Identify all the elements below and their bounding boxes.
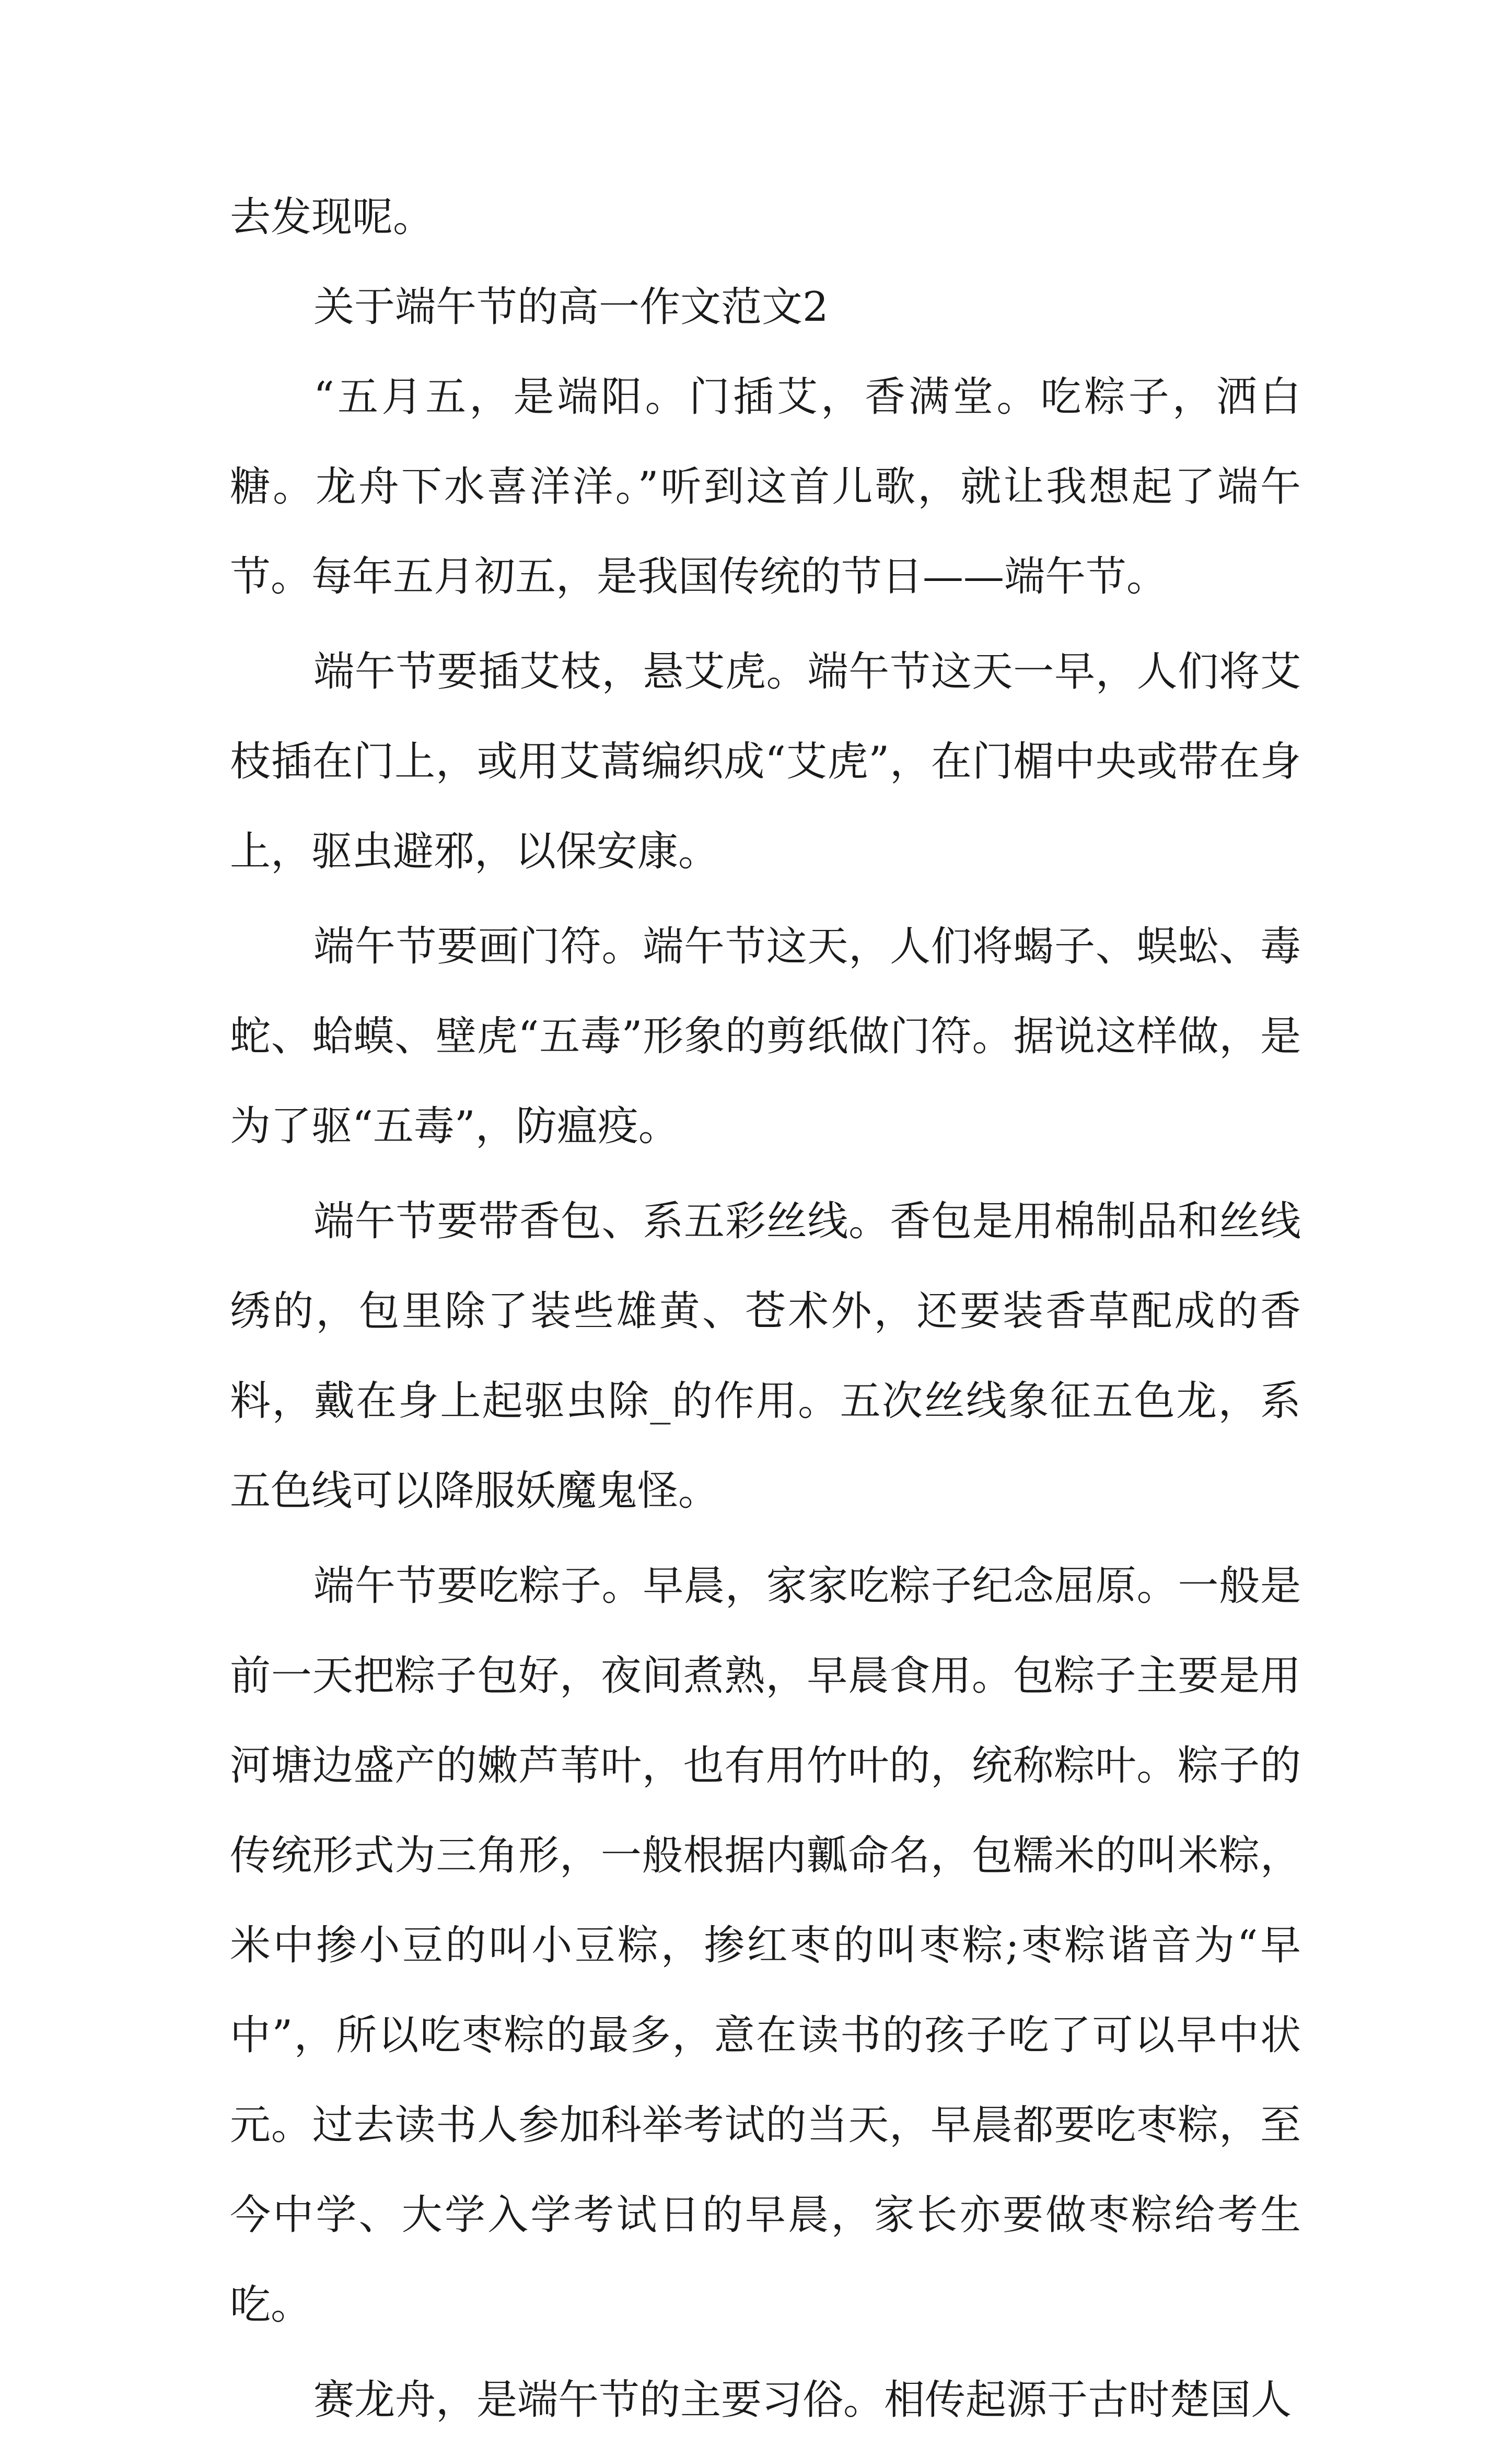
paragraph-longzhou: 赛龙舟，是端午节的主要习俗。相传起源于古时楚国人: [313, 2377, 1292, 2424]
paragraph-xiangbao: 端午节要带香包、系五彩丝线。香包是用棉制品和丝线绣的，包里除了装些雄黄、苍术外，还要装香草配成的香料，戴在身上起驱虫除_的作用。五次丝线象征五色龙，系五色线可以降服妖魔鬼怪。: [230, 1198, 1301, 1515]
document-body: [230, 172, 1301, 2445]
paragraph-continuation: 去发现呢。: [230, 194, 434, 241]
paragraph-zongzi: 端午节要吃粽子。早晨，家家吃粽子纪念屈原。一般是前一天把粽子包好，夜间煮熟，早晨食用。包粽子主要是用河塘边盛产的嫩芦苇叶，也有用竹叶的，统称粽叶。粽子的传统形式为三角形，一般根据内瓤命名，包糯米的叫米粽，米中掺小豆的叫小豆粽，掺红枣的叫枣粽;枣粽谐音为“早中”，所以吃枣粽的最多，意在读书的孩子吃了可以早中状元。过去读书人参加科举考试的当天，早晨都要吃枣粽，至今中学、大学入学考试日的早晨，家长亦要做枣粽给考生吃。: [230, 1563, 1301, 2328]
essay-title: 关于端午节的高一作文范文2: [313, 284, 829, 331]
paragraph-aizhi: 端午节要插艾枝，悬艾虎。端午节这天一早，人们将艾枝插在门上，或用艾蒿编织成“艾虎”，在门楣中央或带在身上，驱虫避邪，以保安康。: [230, 648, 1301, 875]
paragraph-menfu: 端午节要画门符。端午节这天，人们将蝎子、蜈蚣、毒蛇、蛤蟆、壁虎“五毒”形象的剪纸做门符。据说这样做，是为了驱“五毒”，防瘟疫。: [230, 923, 1301, 1150]
paragraph-intro: “五月五，是端阳。门插艾，香满堂。吃粽子，洒白糖。龙舟下水喜洋洋。”听到这首儿歌，就让我想起了端午节。每年五月初五，是我国传统的节日——端午节。: [230, 374, 1301, 600]
